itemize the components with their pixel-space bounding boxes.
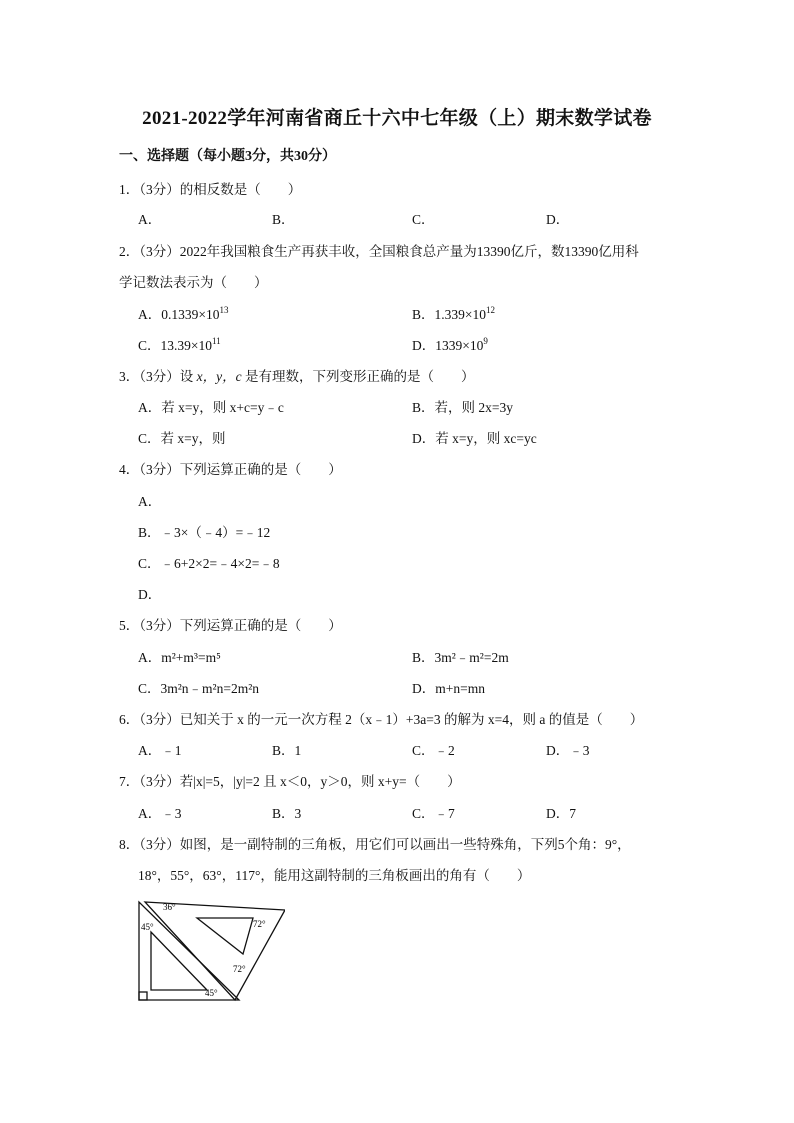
question-4-stem: 4．（3分）下列运算正确的是（ ） [119,462,342,477]
q7-option-a: A．﹣3 [138,806,182,821]
angle-label: 72° [253,919,266,929]
q4-option-a: A． [138,494,162,509]
q7-option-b: B．3 [272,806,302,821]
q4-option-d: D． [138,587,162,602]
q5-option-c: C．3m²n﹣m²n=2m²n [138,681,260,696]
q1-option-d: D． [546,212,570,227]
angle-label: 45° [141,922,154,932]
question-1-stem: 1．（3分）的相反数是（ ） [119,182,302,197]
q4-option-b: B．﹣3×（﹣4）=﹣12 [138,525,271,540]
q2-option-c: C．$13.39\times 10^{11}$ [138,336,221,353]
special-triangle-inner [197,918,253,954]
question-8-stem-line2: 18°，55°，63°，117°，能用这副特制的三角板画出的角有（ ） [138,868,531,883]
q3-option-b: B．若，则 2x=3y [412,400,513,415]
question-3-stem: 3．（3分）设 x，y，c 是有理数，下列变形正确的是（ ） [119,369,475,384]
q5-option-a: A．m²+m³=m⁵ [138,650,221,665]
set-square-45 [139,902,239,1000]
q5-option-b: B．3m²﹣m²=2m [412,650,509,665]
question-2-stem-line1: 2．（3分）2022年我国粮食生产再获丰收，全国粮食总产量为13390亿斤，数13390亿用科 [119,244,639,259]
q1-option-a: A． [138,212,162,227]
question-6-stem: 6．（3分）已知关于 x 的一元一次方程 2（x﹣1）+3a=3 的解为 x=4，则 a 的值是（ ） [119,712,644,727]
q2-option-d: D．$1339\times 10^9$ [412,336,488,353]
q7-option-d: D．7 [546,806,576,821]
q1-option-b: B． [272,212,295,227]
q3-option-c: C．若 x=y，则 [138,431,226,446]
angle-label: 36° [163,902,176,912]
q6-option-c: C．﹣2 [412,743,455,758]
question-8-stem-line1: 8．（3分）如图，是一副特制的三角板，用它们可以画出一些特殊角，下列5个角：9°， [119,837,631,852]
angle-label: 45° [205,988,218,998]
q2-option-a: A．$0.1339\times 10^{13}$ [138,305,229,322]
angle-label: 72° [233,964,246,974]
section-heading: 一、选择题（每小题3分，共30分） [119,149,336,164]
q3-option-a: A．若 x=y，则 x+c=y﹣c [138,400,284,415]
q6-option-d: D．﹣3 [546,743,590,758]
q1-option-c: C． [412,212,435,227]
q6-option-a: A．﹣1 [138,743,182,758]
triangle-ruler-figure [135,896,285,1004]
special-triangle-board [145,902,285,1000]
q3-option-d: D．若 x=y，则 xc=yc [412,431,537,446]
q5-option-d: D．m+n=mn [412,681,485,696]
question-7-stem: 7．（3分）若|x|=5，|y|=2 且 x＜0，y＞0，则 x+y=（ ） [119,774,461,789]
q7-option-c: C．﹣7 [412,806,455,821]
question-5-stem: 5．（3分）下列运算正确的是（ ） [119,618,342,633]
question-2-stem-line2: 学记数法表示为（ ） [119,275,268,290]
q4-option-c: C．﹣6+2×2=﹣4×2=﹣8 [138,556,280,571]
page-title: 2021-2022学年河南省商丘十六中七年级（上）期末数学试卷 [142,108,652,129]
q2-option-b: B．$1.339\times 10^{12}$ [412,305,495,322]
q6-option-b: B．1 [272,743,302,758]
